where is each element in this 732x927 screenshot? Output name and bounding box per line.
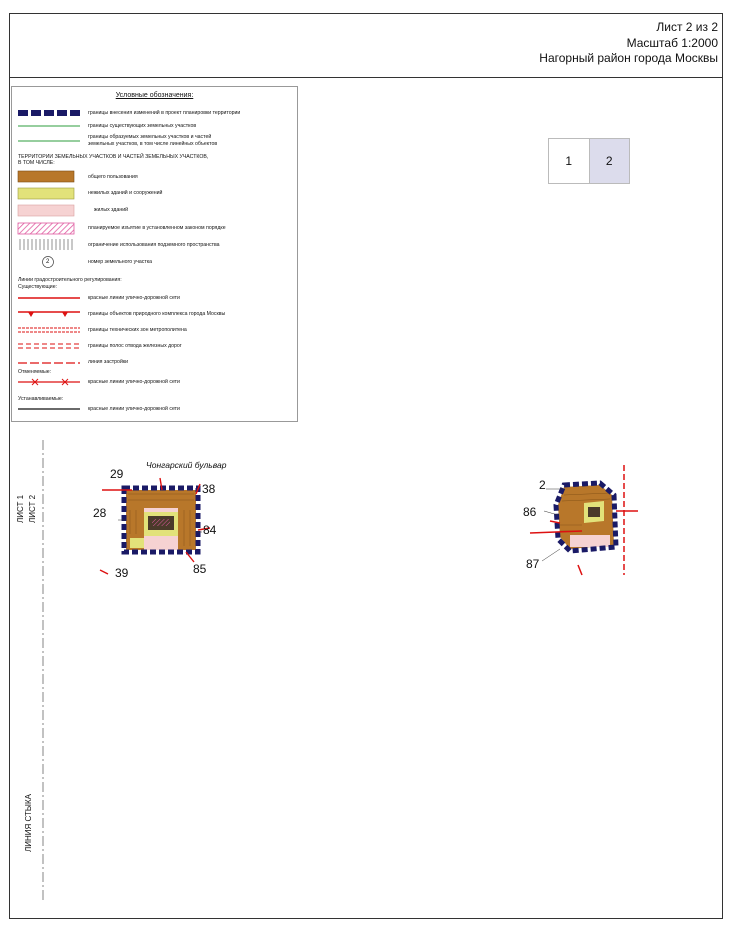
legend-text-non-residential: нежилых зданий и сооружений bbox=[88, 190, 163, 196]
territories-heading-1: ТЕРРИТОРИИ ЗЕМЕЛЬНЫХ УЧАСТКОВ И ЧАСТЕЙ ЗЕМЕЛЬНЫХ УЧАСТКОВ, bbox=[18, 154, 209, 160]
plot-label-86: 86 bbox=[523, 505, 537, 519]
legend-text-nature-complex: границы объектов природного комплекса города Москвы bbox=[88, 311, 226, 317]
plot-label-38: 38 bbox=[202, 482, 216, 496]
plot-label-87: 87 bbox=[526, 557, 540, 571]
legend-text-residential: жилых зданий bbox=[94, 207, 128, 213]
side-label-junction: ЛИНИЯ СТЫКА bbox=[24, 793, 33, 852]
side-label-sheet2: ЛИСТ 2 bbox=[28, 494, 37, 523]
sheet-number: Лист 2 из 2 bbox=[656, 20, 718, 34]
plot-label-84: 84 bbox=[203, 523, 217, 537]
legend-title: Условные обозначения: bbox=[115, 92, 194, 99]
legend-text-plot-number: номер земельного участка bbox=[88, 259, 153, 265]
legend-text-building-line: линия застройки bbox=[88, 359, 129, 365]
legend-text-cancelled-red-line: красные линии улично-дорожной сети bbox=[88, 379, 180, 385]
cancelled-heading: Отменяемые: bbox=[18, 369, 52, 375]
street-label: Чонгарский бульвар bbox=[146, 460, 227, 470]
plot-label-85: 85 bbox=[193, 562, 207, 576]
legend-text-formed-plots-1: границы образуемых земельных участков и частей bbox=[88, 134, 212, 140]
legend-text-existing-plots: границы существующих земельных участков bbox=[88, 123, 197, 129]
plot-label-29: 29 bbox=[110, 467, 124, 481]
legend-text-withdrawal: планируемое изъятие в установленном законом порядке bbox=[88, 225, 226, 231]
district-name: Нагорный район города Москвы bbox=[539, 51, 718, 65]
legend-text-formed-plots-2: земельных участков, в том числе линейных объектов bbox=[88, 141, 218, 147]
regulation-heading: Линии градостроительного регулирования: bbox=[18, 277, 122, 283]
side-label-sheet1: ЛИСТ 1 bbox=[16, 494, 25, 523]
legend-text-railway: границы полос отвода железных дорог bbox=[88, 343, 182, 349]
established-heading: Устанавливаемые: bbox=[18, 396, 64, 402]
territories-heading-2: В ТОМ ЧИСЛЕ: bbox=[18, 160, 55, 166]
map-scale: Масштаб 1:2000 bbox=[626, 35, 718, 50]
legend-text-change-boundary: границы внесения изменений в проект планировки территории bbox=[88, 110, 241, 116]
legend-text-underground-restriction: ограничение использования подземного пространства bbox=[88, 242, 220, 248]
plot-label-2: 2 bbox=[539, 478, 546, 492]
existing-heading: Существующие: bbox=[18, 284, 58, 290]
legend-plot-number-sample: 2 bbox=[46, 259, 50, 265]
legend-text-metro-zone: границы технических зон метрополитена bbox=[88, 327, 187, 333]
sheet-index-cell-1[interactable]: 1 bbox=[565, 154, 573, 168]
legend-text-established-red-line: красные линии улично-дорожной сети bbox=[88, 406, 180, 412]
legend-text-existing-red-line: красные линии улично-дорожной сети bbox=[88, 295, 180, 301]
legend-text-public-use: общего пользования bbox=[88, 174, 138, 180]
sheet-index-cell-2[interactable]: 2 bbox=[589, 139, 630, 183]
plot-label-39: 39 bbox=[115, 566, 129, 580]
plot-label-28: 28 bbox=[93, 506, 107, 520]
